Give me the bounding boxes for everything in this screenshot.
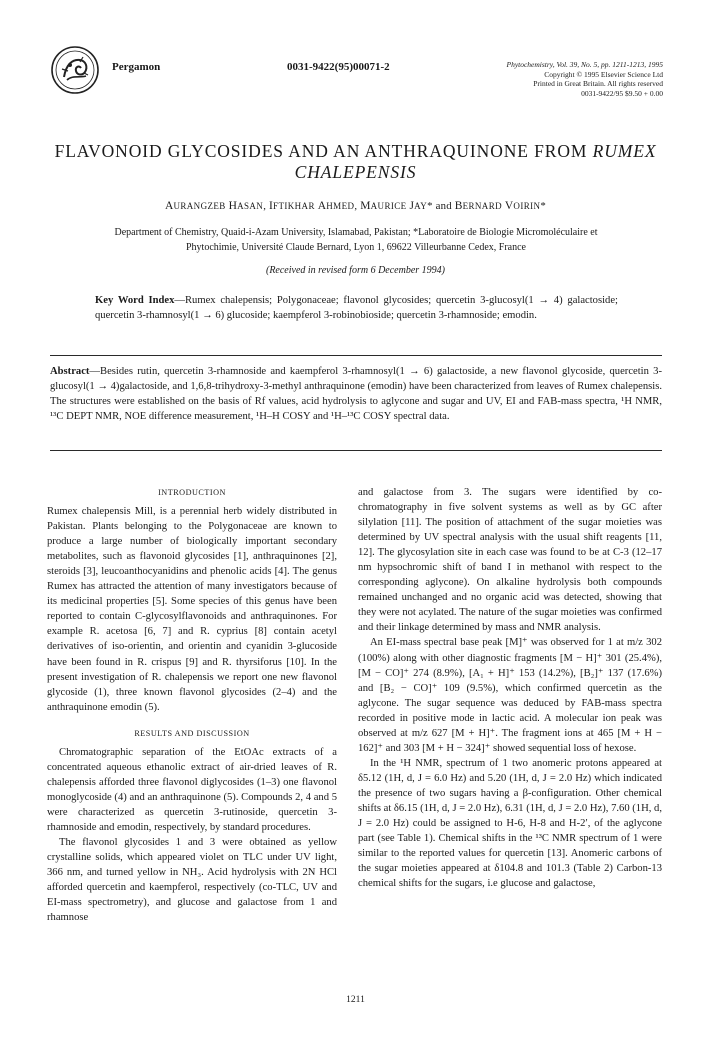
- right-paragraph-2: An EI-mass spectral base peak [M]⁺ was observed for 1 at m/z 302 (100%) along with other diagnostic fragments [M − H]⁺ 301 (25.4%), [M − CO]⁺ 274 (8.9%), [A₁ + H]⁺ 153 (14.2%), [B₂]⁺ 137 (17.6%) and [B₂ − CO]⁺ 109 (9.5%), which confirmed quercetin as the aglycone. The sugar sequence was deduced by FAB-mass spectra recorded in positive mode in lactic acid. A molecular ion peak was observed at m/z 627 [M + H]⁺. The fragment ions at 465 [M + H − 162]⁺ and 303 [M + H − 324]⁺ showed sequential loss of hexose.: [358, 637, 662, 754]
- affiliation-line-2: Phytochimie, Université Claude Bernard, Lyon 1, 69622 Villeurbanne Cedex, France: [186, 242, 526, 253]
- left-column: [47, 485, 337, 925]
- keyword-label: Key Word Index: [95, 295, 175, 306]
- keyword-text: —Rumex chalepensis; Polygonaceae; flavonol glycosides; quercetin 3-glucosyl(1 → 4) galactoside; quercetin 3-rhamnosyl(1 → 6) glucoside; kaempferol 3-robinobioside; quercetin 3-rhamnoside; emodin.: [95, 295, 618, 321]
- pergamon-logo-icon: [50, 45, 100, 95]
- abstract: [50, 364, 662, 424]
- abstract-text: —Besides rutin, quercetin 3-rhamnoside and kaempferol 3-rhamnosyl(1 → 6) galactoside, a new flavonol glycoside, quercetin 3-glucosyl(1 → 4)galactoside, and 1,6,8-trihydroxy-3-methyl anthraquinone (emodin) have been characterized from leaves of Rumex chalepensis. The structures were established on the basis of Rf values, acid hydrolysis to aglycone and sugar and UV, EI and FAB-mass spectra, ¹H NMR, ¹³C DEPT NMR, NOE difference measurement, ¹H–H COSY and ¹H–¹³C COSY spectral data.: [50, 366, 662, 423]
- doi-code: 0031-9422(95)00071-2: [287, 61, 390, 73]
- abstract-label: Abstract: [50, 366, 90, 377]
- results-heading: RESULTS AND DISCUSSION: [134, 728, 250, 738]
- introduction-paragraph: Rumex chalepensis Mill, is a perennial herb widely distributed in Pakistan. Plants belonging to the Polygonaceae are known to produce a large number of biologically important secondary metabolites, such as flavonoid glycosides [1], anthraquinones [2], steroids [3], leucoanthocyanidins and phenolic acids [4]. The genus Rumex has attracted the attention of many investigators because of its medicinal properties [5]. Some species of this genus have been reported to contain C-glycosylflavonoids and anthraquinones. For example R. acetosa [6, 7] and R. cyprius [8] contain acetyl derivatives of iso-orientin, and orientin and cyanidin 3-glucoside have been found in R. crispus [9] and R. thyrsiforus [10]. In the present investigation of R. chalepensis we report one new flavonol glycoside (1), three known flavonol glycosides (2–4) and the anthraquinone emodin (5).: [47, 506, 337, 713]
- received-date: (Received in revised form 6 December 1994): [265, 265, 445, 276]
- right-column: [358, 485, 662, 891]
- copyright-line: Copyright © 1995 Elsevier Science Ltd: [544, 69, 663, 79]
- price-line: 0031-9422/95 $9.50 + 0.00: [581, 88, 663, 98]
- author-list: AURANGZEB HASAN, IFTIKHAR AHMED, MAURICE JAY* and BERNARD VOIRIN*: [164, 200, 547, 212]
- affiliation: [56, 225, 656, 255]
- results-paragraph-1: Chromatographic separation of the EtOAc extracts of a concentrated aqueous ethanolic extract of air-dried leaves of R. chalepensis afforded three flavonol diglycosides (1–3) one flavonol monoglycoside (4) and an anthraquinone (5). Compounds 2, 4 and 5 were characterized as quercetin 3-rutinoside, quercetin 3-rhamnoside and emodin, respectively, by standard procedures.: [47, 746, 337, 833]
- right-paragraph-1: and galactose from 3. The sugars were identified by co-chromatography in five solvent systems as well as by GC after silylation [11]. The position of attachment of the sugar moieties was determined by UV spectral analysis with the usual shift reagents [11, 12]. The glycosylation site in each case was found to be at C-3 (12–17 nm hypsochromic shift of band I in methanol with respect to the corresponding aglycone). On alkaline hydrolysis both compounds remained unchanged and no organic acid was detected, showing that they were not acylated. The nature of the sugar moieties was confirmed and their linkage determined by mass and NMR analysis.: [358, 487, 662, 634]
- journal-citation-block: [506, 60, 663, 98]
- title-line-1: FLAVONOID GLYCOSIDES AND AN ANTHRAQUINONE FROM RUMEX: [54, 141, 657, 161]
- keyword-index: [95, 293, 618, 323]
- abstract-top-rule: [50, 355, 662, 356]
- journal-citation: Phytochemistry, Vol. 39, No. 5, pp. 1211-1213, 1995: [506, 60, 663, 69]
- right-paragraph-3: In the ¹H NMR, spectrum of 1 two anomeric protons appeared at δ5.12 (1H, d, J = 6.0 Hz) and 5.20 (1H, d, J = 2.0 Hz) which indicated the presence of two sugars having a β-configuration. Other chemical shifts at δ6.15 (1H, d, J = 2.0 Hz), 6.31 (1H, d, J = 2.0 Hz), 7.60 (1H, d, J = 2.0 Hz) could be assigned to H-6, H-8 and H-2′, of the aglycone part (see Table 1). Chemical shifts in the ¹³C NMR spectrum of 1 were similar to the reported values for quercetin [13]. Anomeric carbons of the sugar moieties appeared at δ104.8 and 101.3 (Table 2) Carbon-13 chemical shifts for the sugars, i.e glucose and galactose,: [358, 757, 662, 890]
- publisher-name: Pergamon: [112, 61, 161, 73]
- title-line-2: CHALEPENSIS: [294, 162, 417, 182]
- page-number: 1211: [346, 995, 365, 1005]
- printed-line: Printed in Great Britain. All rights reserved: [533, 79, 663, 89]
- article-title: [40, 141, 671, 183]
- abstract-bottom-rule: [50, 450, 662, 451]
- results-paragraph-2: The flavonol glycosides 1 and 3 were obtained as yellow crystalline solids, which appeared violet on TLC under UV light, 366 nm, and turned yellow in NH₃. Acid hydrolysis with 2N HCl afforded quercetin and kaempferol, respectively (co-TLC, UV and EI-mass spectrometry), and glucose and galactose from 1 and rhamnose: [47, 837, 337, 924]
- introduction-heading: INTRODUCTION: [158, 488, 226, 497]
- affiliation-line-1: Department of Chemistry, Quaid-i-Azam University, Islamabad, Pakistan; *Laboratoire de Biologie Micromoléculaire et: [114, 227, 598, 238]
